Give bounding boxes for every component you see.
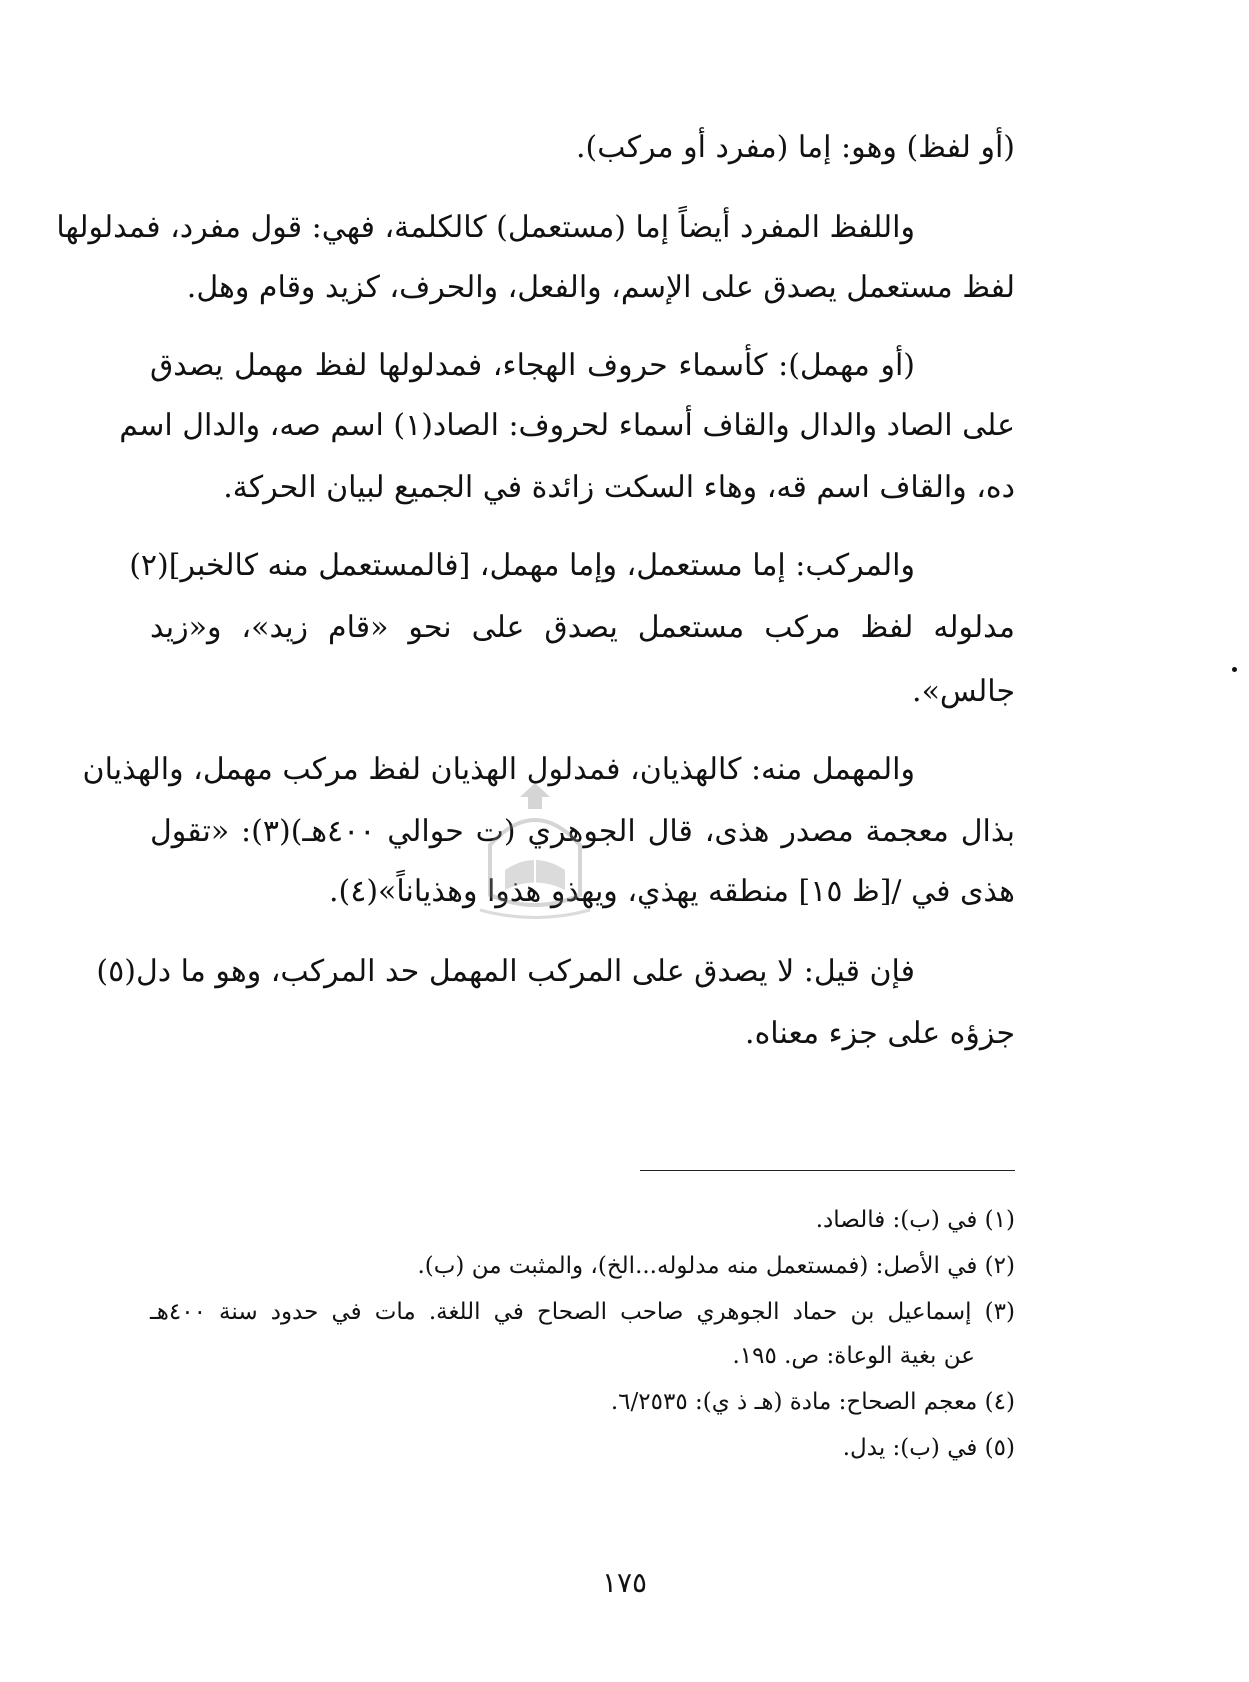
paragraph-4-line-2: مدلوله لفظ مركب مستعمل يصدق على نحو «قام زيد»، و«زيد [150, 610, 1015, 645]
paragraph-1-line-1: (أو لفظ) وهو: إما (مفرد أو مركب). [576, 130, 1015, 165]
footnote-separator [640, 1170, 1015, 1171]
paragraph-3-line-3: ده، والقاف اسم قه، وهاء السكت زائدة في الجميع لبيان الحركة. [223, 470, 1015, 505]
paragraph-3-line-2: على الصاد والدال والقاف أسماء لحروف: الصاد(١) اسم صه، والدال اسم [119, 408, 1015, 443]
footnote-3-line-1: (٣) إسماعيل بن حماد الجوهري صاحب الصحاح في اللغة. مات في حدود سنة ٤٠٠هـ [150, 1299, 1015, 1325]
scan-speck [1232, 667, 1237, 672]
paragraph-5-line-3: هذى في /[ظ ١٥] منطقه يهذي، ويهذو هذوا وهذياناً»(٤). [328, 874, 1015, 909]
page-number: ١٧٥ [601, 1566, 648, 1599]
paragraph-2-line-1: واللفظ المفرد أيضاً إما (مستعمل) كالكلمة، فهي: قول مفرد، فمدلولها [56, 210, 915, 245]
paragraph-4-line-3: جالس». [912, 674, 1015, 709]
paragraph-5-line-1: والمهمل منه: كالهذيان، فمدلول الهذيان لفظ مركب مهمل، والهذيان [82, 752, 915, 787]
footnote-2: (٢) في الأصل: (فمستعمل منه مدلوله...الخ)، والمثبت من (ب). [417, 1253, 1015, 1279]
footnote-4: (٤) معجم الصحاح: مادة (هـ ذ ي): ٦/٢٥٣٥. [610, 1389, 1015, 1415]
library-stamp-watermark [470, 775, 600, 925]
footnote-5: (٥) في (ب): يدل. [842, 1435, 1015, 1461]
paragraph-5-line-2: بذال معجمة مصدر هذى، قال الجوهري (ت حوالي ٤٠٠هـ)(٣): «تقول [150, 814, 1015, 849]
paragraph-6-line-2: جزؤه على جزء معناه. [745, 1016, 1015, 1051]
paragraph-6-line-1: فإن قيل: لا يصدق على المركب المهمل حد المركب، وهو ما دل(٥) [96, 954, 915, 989]
paragraph-4-line-1: والمركب: إما مستعمل، وإما مهمل، [فالمستعمل منه كالخبر](٢) [129, 548, 915, 583]
footnote-3-line-2: عن بغية الوعاة: ص. ١٩٥. [732, 1343, 975, 1369]
paragraph-2-line-2: لفظ مستعمل يصدق على الإسم، والفعل، والحرف، كزيد وقام وهل. [186, 270, 1015, 305]
paragraph-3-line-1: (أو مهمل): كأسماء حروف الهجاء، فمدلولها لفظ مهمل يصدق [150, 348, 915, 383]
footnote-1: (١) في (ب): فالصاد. [815, 1207, 1015, 1233]
